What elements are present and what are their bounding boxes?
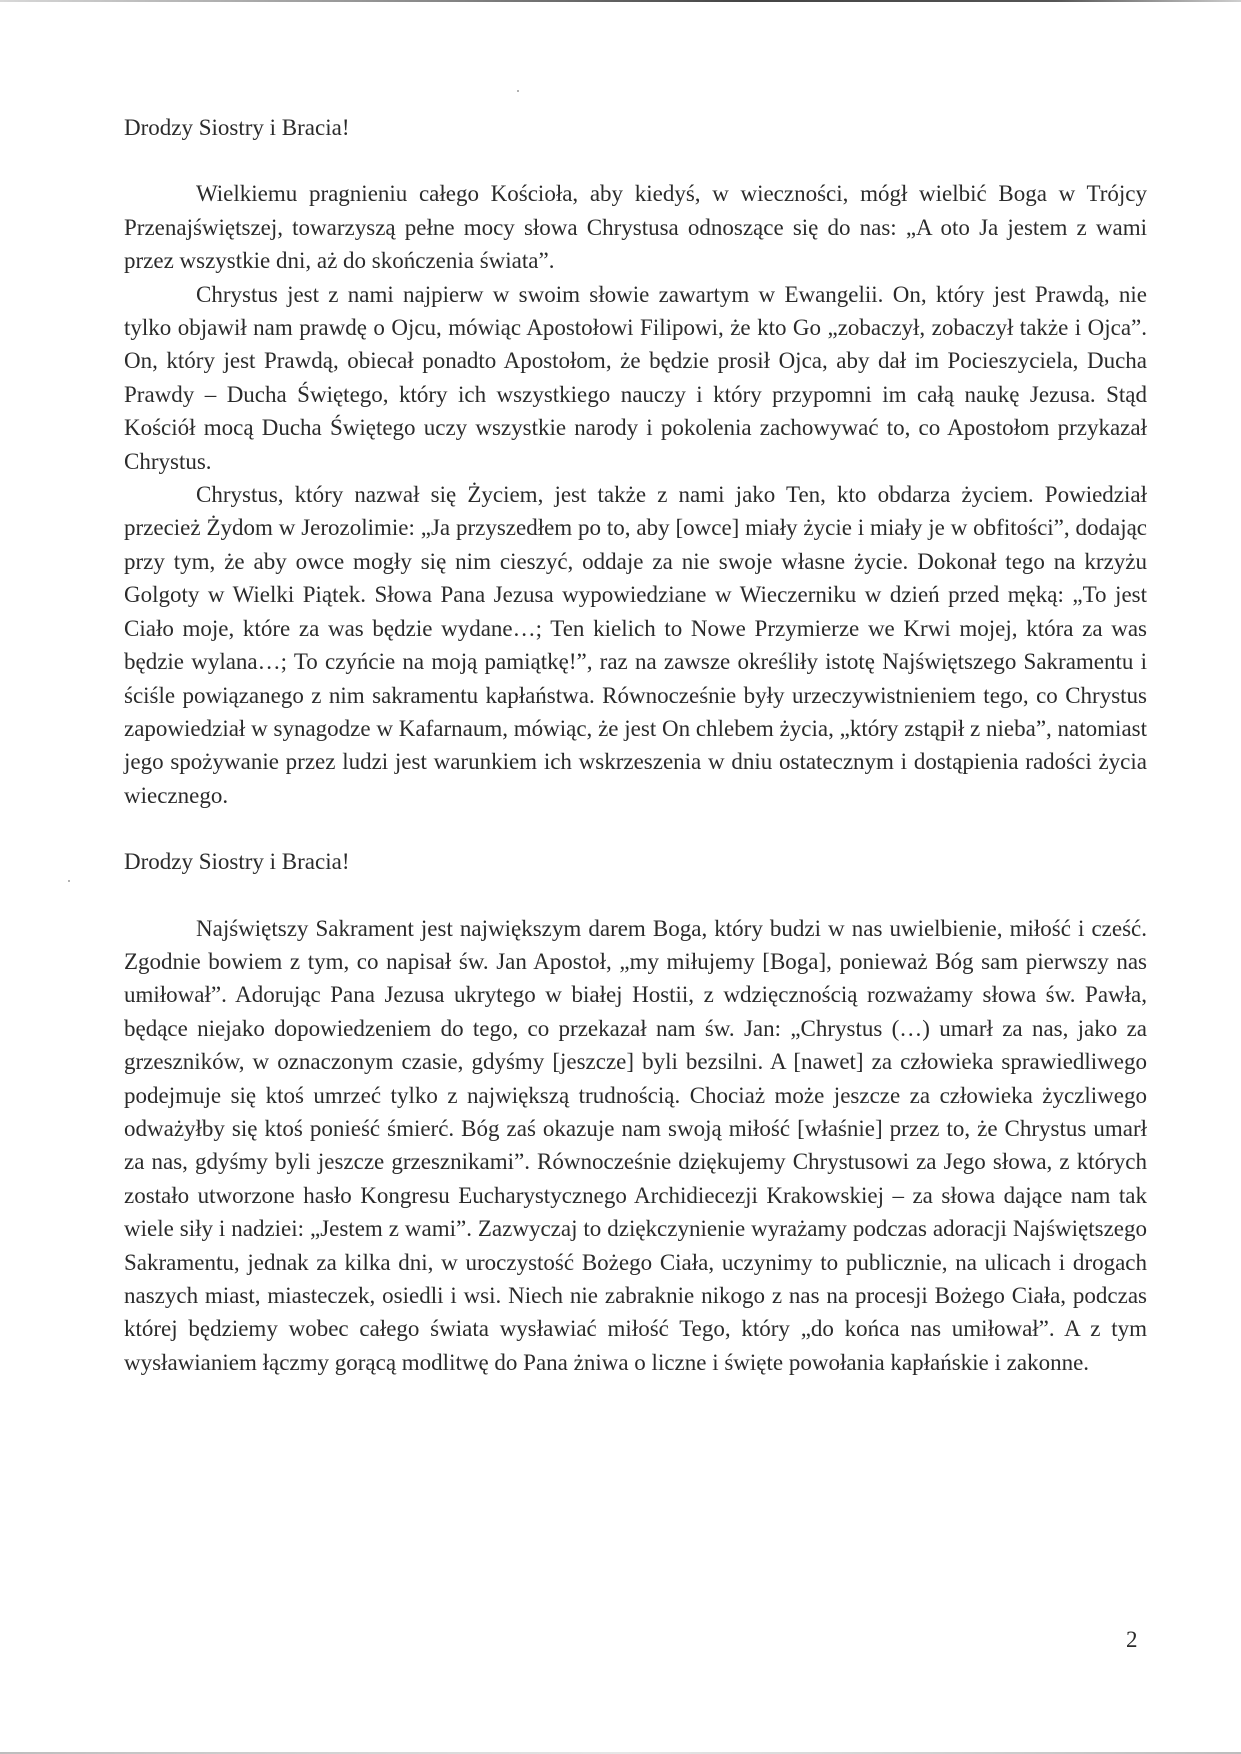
scan-speck [517,90,519,92]
letter-section-2 [124,912,1147,1380]
scan-top-edge [0,0,1241,2]
paragraph: Chrystus jest z nami najpierw w swoim słowie zawartym w Ewangelii. On, który jest Prawdą, nie tylko objawił nam prawdę o Ojcu, mówiąc Apostołowi Filipowi, że kto Go „zobaczył, zobaczył także i Ojca”. On, który jest Prawdą, obiecał ponadto Apostołom, że będzie prosił Ojca, aby dał im Pocieszyciela, Ducha Prawdy – Ducha Świętego, który ich wszystkiego nauczy i który przypomni im całą naukę Jezusa. Stąd Kościół mocą Ducha Świętego uczy wszystkie narody i pokolenia zachowywać to, co Apostołom przykazał Chrystus. [124,281,1147,474]
scan-speck [68,880,70,882]
salutation: Drodzy Siostry i Bracia! [124,849,350,875]
salutation: Drodzy Siostry i Bracia! [124,115,350,140]
page-number: 2 [1126,1627,1138,1652]
paragraph: Najświętszy Sakrament jest największym darem Boga, który budzi w nas uwielbienie, miłość i cześć. Zgodnie bowiem z tym, co napisał św. Jan Apostoł, „my miłujemy [Boga], ponieważ Bóg sam pierwszy nas umiłował”. Adorując Pana Jezusa ukrytego w białej Hostii, z wdzięcznością rozważamy słowa św. Pawła, będące niejako dopowiedzeniem do tego, co przekazał nam św. Jan: „Chrystus (…) umarł za nas, jako za grzeszników, w oznaczonym czasie, gdyśmy [jeszcze] byli bezsilni. A [nawet] za człowieka sprawiedliwego podejmuje się ktoś umrzeć tylko z największą trudnością. Chociaż może jeszcze za człowieka życzliwego odważyłby się ktoś ponieść śmierć. Bóg zaś okazuje nam swoją miłość [właśnie] przez to, że Chrystus umarł za nas, gdyśmy byli jeszcze grzesznikami”. Równocześnie dziękujemy Chrystusowi za Jego słowa, z których zostało utworzone hasło Kongresu Eucharystycznego Archidiecezji Krakowskiej – za słowa dające nam tak wiele siły i nadziei: „Jestem z wami”. Zazwyczaj to dziękczynienie wyrażamy podczas adoracji Najświętszego Sakramentu, jednak za kilka dni, w uroczystość Bożego Ciała, uczynimy to publicznie, na ulicach i drogach naszych miast, miasteczek, osiedli i wsi. Niech nie zabraknie nikogo z nas na procesji Bożego Ciała, podczas której będziemy wobec całego świata wysławiać miłość Tego, który „do końca nas umiłował”. A z tym wysławianiem łączmy gorącą modlitwę do Pana żniwa o liczne i święte powołania kapłańskie i zakonne. [124,915,1147,1375]
letter-section-1 [124,177,1147,812]
paragraph: Wielkiemu pragnieniu całego Kościoła, aby kiedyś, w wieczności, mógł wielbić Boga w Trójcy Przenajświętszej, towarzyszą pełne mocy słowa Chrystusa odnoszące się do nas: „A oto Ja jestem z wami przez wszystkie dni, aż do skończenia świata”. [124,181,1147,274]
letter-body [124,111,1147,1379]
paragraph: Chrystus, który nazwał się Życiem, jest także z nami jako Ten, kto obdarza życiem. Powiedział przecież Żydom w Jerozolimie: „Ja przyszedłem po to, aby [owce] miały życie i miały je w obfitości”, dodając przy tym, że aby owce mogły się nim cieszyć, oddaje za nie swoje własne życie. Dokonał tego na krzyżu Golgoty w Wielki Piątek. Słowa Pana Jezusa wypowiedziane w Wieczerniku w dzień przed męką: „To jest Ciało moje, które za was będzie wydane…; Ten kielich to Nowe Przymierze we Krwi mojej, która za was będzie wylana…; To czyńcie na moją pamiątkę!”, raz na zawsze określiły istotę Najświętszego Sakramentu i ściśle powiązanego z nim sakramentu kapłaństwa. Równocześnie były urzeczywistnieniem tego, co Chrystus zapowiedział w synagodze w Kafarnaum, mówiąc, że jest On chlebem życia, „który zstąpił z nieba”, natomiast jego spożywanie przez ludzi jest warunkiem ich wskrzeszenia w dniu ostatecznym i dostąpienia radości życia wiecznego. [124,482,1147,808]
